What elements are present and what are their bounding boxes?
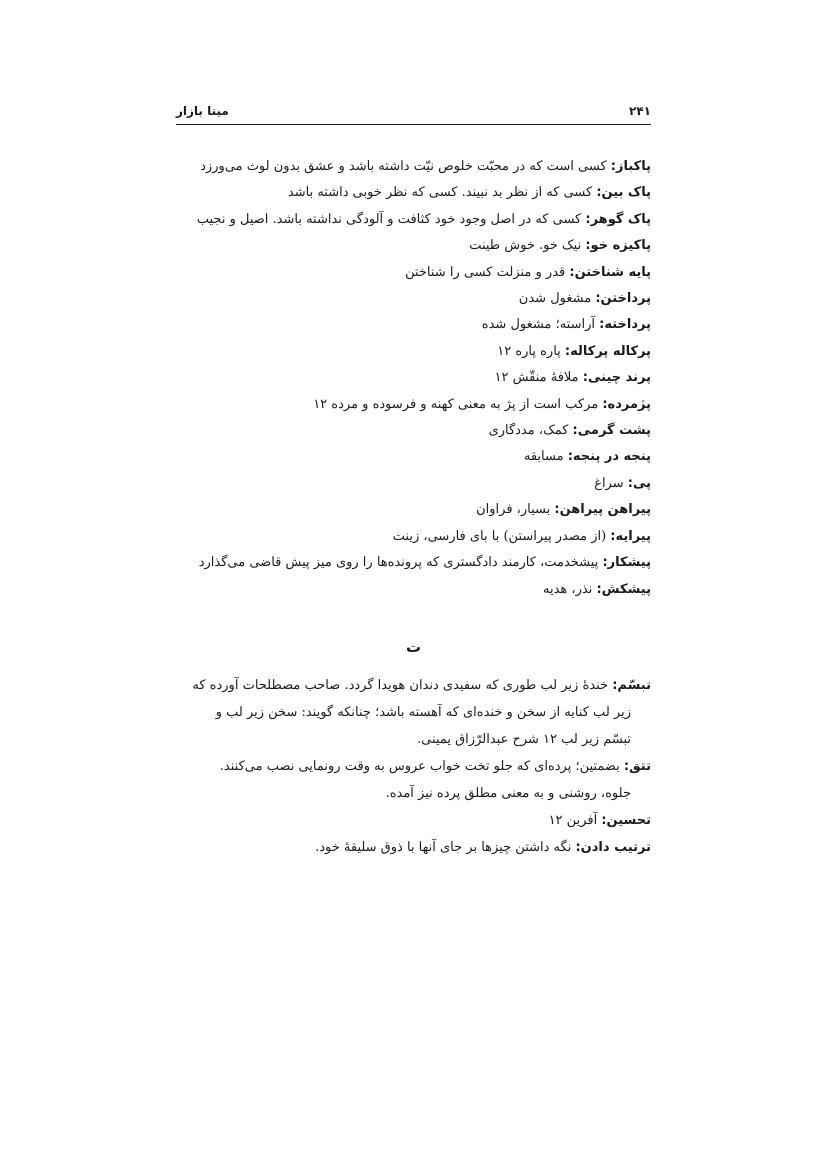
entry-definition: نگه داشتن چیزها بر جای آنها با ذوق سلیقهٔ خود. bbox=[315, 840, 576, 855]
entry-definition: کسی است که در محبّت خلوص نیّت داشته باشد و عشق بدون لوث می‌ورزد bbox=[200, 159, 611, 174]
entry-definition: بسیار، فراوان bbox=[476, 502, 555, 518]
entry-line bbox=[176, 834, 651, 861]
entry-line bbox=[176, 807, 651, 834]
entry-term: تتق: bbox=[623, 759, 651, 774]
entry-term: پرداختن: bbox=[595, 291, 651, 307]
entry-definition: سراغ bbox=[594, 475, 628, 491]
entry-term: پرند چینی: bbox=[582, 370, 651, 386]
entry-definition: قدر و منزلت کسی را شناختن bbox=[405, 264, 570, 280]
glossary-entry bbox=[176, 497, 651, 523]
entry-term: ترتیب دادن: bbox=[575, 840, 651, 855]
section-heading-letter: ت bbox=[405, 638, 422, 656]
glossary-entry bbox=[176, 807, 651, 834]
entry-line bbox=[176, 753, 651, 780]
book-title: مینا بازار bbox=[176, 104, 229, 118]
glossary-section-pe bbox=[176, 154, 651, 603]
entry-term: پیشکش: bbox=[596, 581, 651, 597]
entry-definition: مسابقه bbox=[523, 449, 568, 465]
entry-term: پایه شناختن: bbox=[569, 264, 651, 280]
entry-definition: مشغول شدن bbox=[518, 291, 596, 307]
entry-line: جلوه، روشنی و به معنی مطلق پرده نیز آمده. bbox=[385, 786, 631, 801]
glossary-entry bbox=[176, 418, 651, 444]
entry-term: پنجه در پنجه: bbox=[567, 449, 651, 465]
glossary-entry bbox=[176, 753, 651, 807]
glossary-entry bbox=[176, 154, 651, 180]
glossary-entry bbox=[176, 444, 651, 470]
entry-definition: کسی که در اصل وجود خود کثافت و آلودگی نداشته باشد. اصیل و نجیب bbox=[196, 211, 586, 227]
glossary-entry bbox=[176, 180, 651, 206]
glossary-entry bbox=[176, 524, 651, 550]
entry-term: پیشکار: bbox=[602, 555, 651, 571]
entry-term: تحسین: bbox=[601, 813, 651, 828]
glossary-entry bbox=[176, 392, 651, 418]
entry-definition: خندهٔ زیر لب طوری که سفیدی دندان هویدا گردد. صاحب مصطلحات آورده که bbox=[192, 678, 613, 693]
entry-definition: کسی که از نظر بد نبیند. کسی که نظر خوبی داشته باشد bbox=[287, 185, 597, 201]
entry-definition: پاره پاره ۱۲ bbox=[497, 343, 565, 359]
entry-term: پی: bbox=[627, 475, 651, 491]
glossary-entry bbox=[176, 834, 651, 861]
entry-term: پاکیزه خو: bbox=[585, 238, 651, 254]
entry-definition: کمک، مددگاری bbox=[488, 423, 573, 439]
entry-term: پژمرده: bbox=[602, 396, 651, 412]
glossary-entry bbox=[176, 207, 651, 233]
page-number: ۲۴۱ bbox=[629, 104, 651, 118]
entry-definition: ملافهٔ منقّش ۱۲ bbox=[494, 370, 583, 386]
glossary-entry bbox=[176, 550, 651, 576]
entry-definition: بضمتین؛ پرده‌ای که جلو تخت خواب عروس به وقت رونمایی نصب می‌کنند. bbox=[219, 759, 624, 774]
glossary-entry bbox=[176, 233, 651, 259]
glossary-entry bbox=[176, 577, 651, 603]
entry-line: تبسّم زیر لب ۱۲ شرح عبدالرّزاق یمینی. bbox=[417, 732, 631, 747]
entry-term: پاکباز: bbox=[610, 159, 651, 174]
entry-definition: نیک خو. خوش طینت bbox=[469, 238, 586, 254]
glossary-entry bbox=[176, 312, 651, 338]
running-header bbox=[176, 100, 651, 125]
glossary-entry bbox=[176, 365, 651, 391]
entry-line bbox=[176, 672, 651, 699]
entry-term: پاک گوهر: bbox=[585, 211, 651, 227]
entry-definition: آفرین ۱۲ bbox=[548, 813, 602, 828]
entry-definition: مرکب است از پژ به معنی کهنه و فرسوده و مرده ۱۲ bbox=[313, 396, 603, 412]
entry-term: پرکاله پرکاله: bbox=[564, 343, 651, 359]
entry-definition: آراسته؛ مشغول شده bbox=[481, 317, 600, 333]
entry-term: تبسّم: bbox=[612, 678, 651, 693]
glossary-entry bbox=[176, 286, 651, 312]
glossary-entry bbox=[176, 672, 651, 753]
glossary-entry bbox=[176, 339, 651, 365]
entry-term: پرداخته: bbox=[599, 317, 651, 333]
entry-term: پیراهن پیراهن: bbox=[554, 502, 651, 518]
entry-definition: نذر، هدیه bbox=[542, 581, 597, 597]
glossary-entry bbox=[176, 260, 651, 286]
entry-term: پاک بین: bbox=[596, 185, 651, 201]
entry-definition: پیشخدمت، کارمند دادگستری که پرونده‌ها را روی میز پیش قاضی می‌گذارد bbox=[198, 555, 603, 571]
glossary-entry bbox=[176, 471, 651, 497]
glossary-section-te bbox=[176, 672, 651, 861]
entry-line: زیر لب کنایه از سخن و خنده‌ای که آهسته باشد؛ چنانکه گویند: سخن زیر لب و bbox=[215, 705, 631, 720]
entry-term: پیرایه: bbox=[610, 528, 651, 544]
entry-term: پشت گرمی: bbox=[572, 423, 651, 439]
entry-definition: (از مصدر پیراستن) با بای فارسی، زینت bbox=[392, 528, 611, 544]
